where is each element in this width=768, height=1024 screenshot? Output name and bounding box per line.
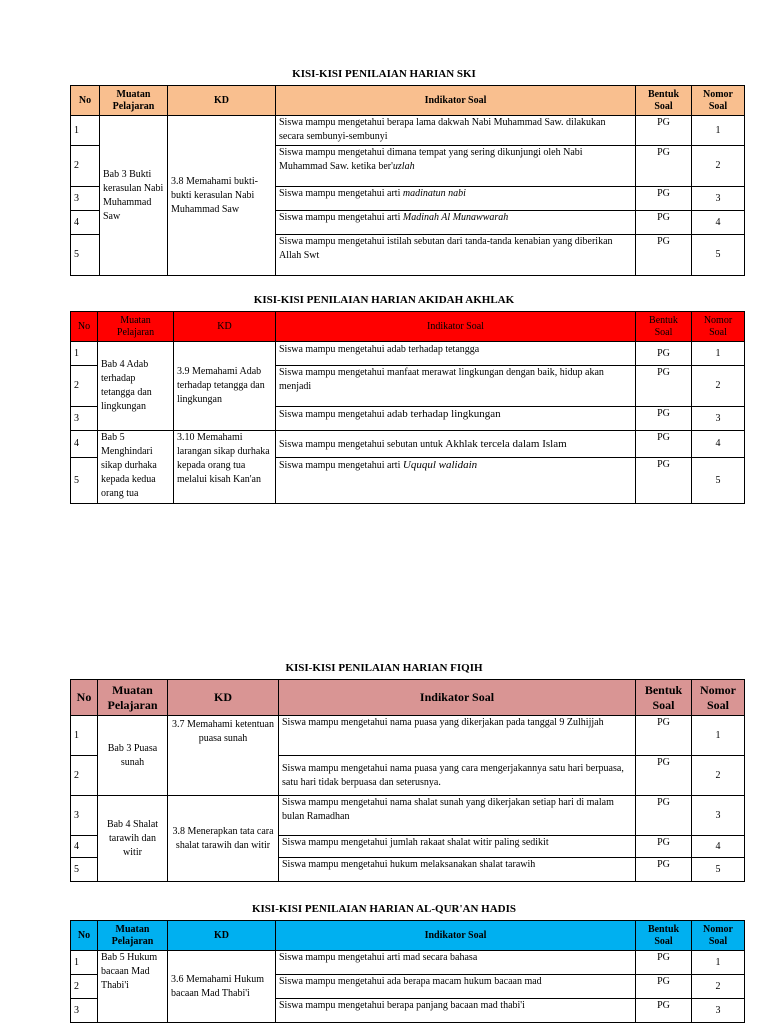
header-muatan: Muatan Pelajaran bbox=[98, 680, 168, 716]
fiqih-table bbox=[70, 679, 745, 882]
bentuk-cell: PG bbox=[636, 187, 692, 211]
table-row bbox=[71, 431, 745, 458]
header-muatan: Muatan Pelajaran bbox=[98, 921, 168, 951]
nomor-cell: 3 bbox=[692, 999, 745, 1023]
nomor-cell: 4 bbox=[692, 431, 745, 458]
row-no: 3 bbox=[71, 187, 100, 211]
bentuk-cell: PG bbox=[636, 836, 692, 858]
kd-cell: 3.8 Menerapkan tata cara shalat tarawih dan witir bbox=[168, 796, 279, 882]
header-nomor: Nomor Soal bbox=[692, 921, 745, 951]
table-header-row bbox=[71, 312, 745, 342]
kd-cell: 3.6 Memahami Hukum bacaan Mad Thabi'i bbox=[168, 951, 276, 1023]
bentuk-cell: PG bbox=[636, 407, 692, 431]
nomor-cell: 5 bbox=[692, 858, 745, 882]
nomor-cell: 3 bbox=[692, 796, 745, 836]
bentuk-cell: PG bbox=[636, 146, 692, 187]
row-no: 1 bbox=[71, 116, 100, 146]
bentuk-cell: PG bbox=[636, 116, 692, 146]
nomor-cell: 2 bbox=[692, 366, 745, 407]
header-muatan: Muatan Pelajaran bbox=[98, 312, 174, 342]
header-nomor: Nomor Soal bbox=[692, 86, 745, 116]
row-no: 5 bbox=[71, 235, 100, 276]
header-indikator: Indikator Soal bbox=[279, 680, 636, 716]
table-row bbox=[71, 116, 745, 146]
header-indikator: Indikator Soal bbox=[276, 312, 636, 342]
row-no: 2 bbox=[71, 975, 98, 999]
table-header-row bbox=[71, 680, 745, 716]
bentuk-cell: PG bbox=[636, 235, 692, 276]
header-kd: KD bbox=[174, 312, 276, 342]
kd-cell: 3.10 Memahami larangan sikap durhaka kepada orang tua melalui kisah Kan'an bbox=[174, 431, 276, 504]
nomor-cell: 3 bbox=[692, 407, 745, 431]
row-no: 4 bbox=[71, 836, 98, 858]
header-indikator: Indikator Soal bbox=[276, 86, 636, 116]
quran-table bbox=[70, 920, 745, 1023]
table-row bbox=[71, 342, 745, 366]
nomor-cell: 1 bbox=[692, 951, 745, 975]
table-row bbox=[71, 716, 745, 756]
table-row bbox=[71, 951, 745, 975]
bentuk-cell: PG bbox=[636, 858, 692, 882]
bentuk-cell: PG bbox=[636, 999, 692, 1023]
header-indikator: Indikator Soal bbox=[276, 921, 636, 951]
muatan-cell: Bab 5 Hukum bacaan Mad Thabi'i bbox=[98, 951, 168, 1023]
row-no: 4 bbox=[71, 211, 100, 235]
row-no: 2 bbox=[71, 366, 98, 407]
nomor-cell: 1 bbox=[692, 342, 745, 366]
nomor-cell: 4 bbox=[692, 211, 745, 235]
header-bentuk: Bentuk Soal bbox=[636, 312, 692, 342]
muatan-cell: Bab 3 Puasa sunah bbox=[98, 716, 168, 796]
header-muatan: Muatan Pelajaran bbox=[100, 86, 168, 116]
indikator-cell: Siswa mampu mengetahui arti madinatun nabi bbox=[276, 187, 636, 211]
indikator-cell: Siswa mampu mengetahui nama puasa yang cara mengerjakannya satu hari berpuasa, satu hari tidak berpuasa dan seterusnya. bbox=[279, 756, 636, 796]
kd-cell: 3.9 Memahami Adab terhadap tetangga dan lingkungan bbox=[174, 342, 276, 431]
ski-table bbox=[70, 85, 745, 276]
nomor-cell: 5 bbox=[692, 458, 745, 504]
table-row bbox=[71, 796, 745, 836]
row-no: 1 bbox=[71, 951, 98, 975]
row-no: 3 bbox=[71, 407, 98, 431]
row-no: 5 bbox=[71, 458, 98, 504]
header-bentuk: Bentuk Soal bbox=[636, 86, 692, 116]
akidah-title: KISI-KISI PENILAIAN HARIAN AKIDAH AKHLAK bbox=[253, 294, 515, 306]
bentuk-cell: PG bbox=[636, 796, 692, 836]
nomor-cell: 3 bbox=[692, 187, 745, 211]
bentuk-cell: PG bbox=[636, 431, 692, 458]
indikator-cell: Siswa mampu mengetahui manfaat merawat lingkungan dengan baik, hidup akan menjadi bbox=[276, 366, 636, 407]
header-kd: KD bbox=[168, 680, 279, 716]
bentuk-cell: PG bbox=[636, 342, 692, 366]
indikator-cell: Siswa mampu mengetahui arti mad secara bahasa bbox=[276, 951, 636, 975]
bentuk-cell: PG bbox=[636, 458, 692, 504]
nomor-cell: 4 bbox=[692, 836, 745, 858]
kd-cell: 3.8 Memahami bukti-bukti kerasulan Nabi Muhammad Saw bbox=[168, 116, 276, 276]
muatan-cell: Bab 3 Bukti kerasulan Nabi Muhammad Saw bbox=[100, 116, 168, 276]
nomor-cell: 1 bbox=[692, 116, 745, 146]
fiqih-title: KISI-KISI PENILAIAN HARIAN FIQIH bbox=[285, 662, 483, 674]
row-no: 3 bbox=[71, 999, 98, 1023]
header-no: No bbox=[71, 312, 98, 342]
indikator-cell: Siswa mampu mengetahui arti Uququl walidain bbox=[276, 458, 636, 504]
header-nomor: Nomor Soal bbox=[692, 680, 745, 716]
bentuk-cell: PG bbox=[636, 975, 692, 999]
nomor-cell: 2 bbox=[692, 756, 745, 796]
row-no: 1 bbox=[71, 716, 98, 756]
quran-title: KISI-KISI PENILAIAN HARIAN AL-QUR'AN HADIS bbox=[251, 903, 517, 915]
bentuk-cell: PG bbox=[636, 951, 692, 975]
indikator-cell: Siswa mampu mengetahui nama puasa yang dikerjakan pada tanggal 9 Zulhijjah bbox=[279, 716, 636, 756]
nomor-cell: 5 bbox=[692, 235, 745, 276]
indikator-cell: Siswa mampu mengetahui sebutan untuk Akhlak tercela dalam Islam bbox=[276, 431, 636, 458]
row-no: 3 bbox=[71, 796, 98, 836]
table-header-row bbox=[71, 86, 745, 116]
indikator-cell: Siswa mampu mengetahui hukum melaksanakan shalat tarawih bbox=[279, 858, 636, 882]
row-no: 2 bbox=[71, 756, 98, 796]
header-no: No bbox=[71, 680, 98, 716]
header-no: No bbox=[71, 921, 98, 951]
row-no: 2 bbox=[71, 146, 100, 187]
header-kd: KD bbox=[168, 86, 276, 116]
row-no: 1 bbox=[71, 342, 98, 366]
nomor-cell: 2 bbox=[692, 975, 745, 999]
indikator-cell: Siswa mampu mengetahui dimana tempat yang sering dikunjungi oleh Nabi Muhammad Saw. ketika ber'uzlah bbox=[276, 146, 636, 187]
nomor-cell: 1 bbox=[692, 716, 745, 756]
indikator-cell: Siswa mampu mengetahui jumlah rakaat shalat witir paling sedikit bbox=[279, 836, 636, 858]
indikator-cell: Siswa mampu mengetahui adab terhadap lingkungan bbox=[276, 407, 636, 431]
indikator-cell: Siswa mampu mengetahui ada berapa macam hukum bacaan mad bbox=[276, 975, 636, 999]
row-no: 5 bbox=[71, 858, 98, 882]
header-no: No bbox=[71, 86, 100, 116]
indikator-cell: Siswa mampu mengetahui berapa lama dakwah Nabi Muhammad Saw. dilakukan secara sembunyi-sembunyi bbox=[276, 116, 636, 146]
row-no: 4 bbox=[71, 431, 98, 458]
header-nomor: Nomor Soal bbox=[692, 312, 745, 342]
kd-cell: 3.7 Memahami ketentuan puasa sunah bbox=[168, 716, 279, 796]
table-header-row bbox=[71, 921, 745, 951]
indikator-cell: Siswa mampu mengetahui arti Madinah Al Munawwarah bbox=[276, 211, 636, 235]
indikator-cell: Siswa mampu mengetahui istilah sebutan dari tanda-tanda kenabian yang diberikan Allah Swt bbox=[276, 235, 636, 276]
nomor-cell: 2 bbox=[692, 146, 745, 187]
muatan-cell: Bab 4 Adab terhadap tetangga dan lingkungan bbox=[98, 342, 174, 431]
bentuk-cell: PG bbox=[636, 366, 692, 407]
header-kd: KD bbox=[168, 921, 276, 951]
ski-title: KISI-KISI PENILAIAN HARIAN SKI bbox=[292, 68, 476, 80]
indikator-cell: Siswa mampu mengetahui nama shalat sunah yang dikerjakan setiap hari di malam bulan Ramadhan bbox=[279, 796, 636, 836]
bentuk-cell: PG bbox=[636, 211, 692, 235]
bentuk-cell: PG bbox=[636, 756, 692, 796]
muatan-cell: Bab 5 Menghindari sikap durhaka kepada kedua orang tua bbox=[98, 431, 174, 504]
muatan-cell: Bab 4 Shalat tarawih dan witir bbox=[98, 796, 168, 882]
header-bentuk: Bentuk Soal bbox=[636, 680, 692, 716]
indikator-cell: Siswa mampu mengetahui berapa panjang bacaan mad thabi'i bbox=[276, 999, 636, 1023]
indikator-cell: Siswa mampu mengetahui adab terhadap tetangga bbox=[276, 342, 636, 366]
header-bentuk: Bentuk Soal bbox=[636, 921, 692, 951]
akidah-table bbox=[70, 311, 745, 504]
bentuk-cell: PG bbox=[636, 716, 692, 756]
